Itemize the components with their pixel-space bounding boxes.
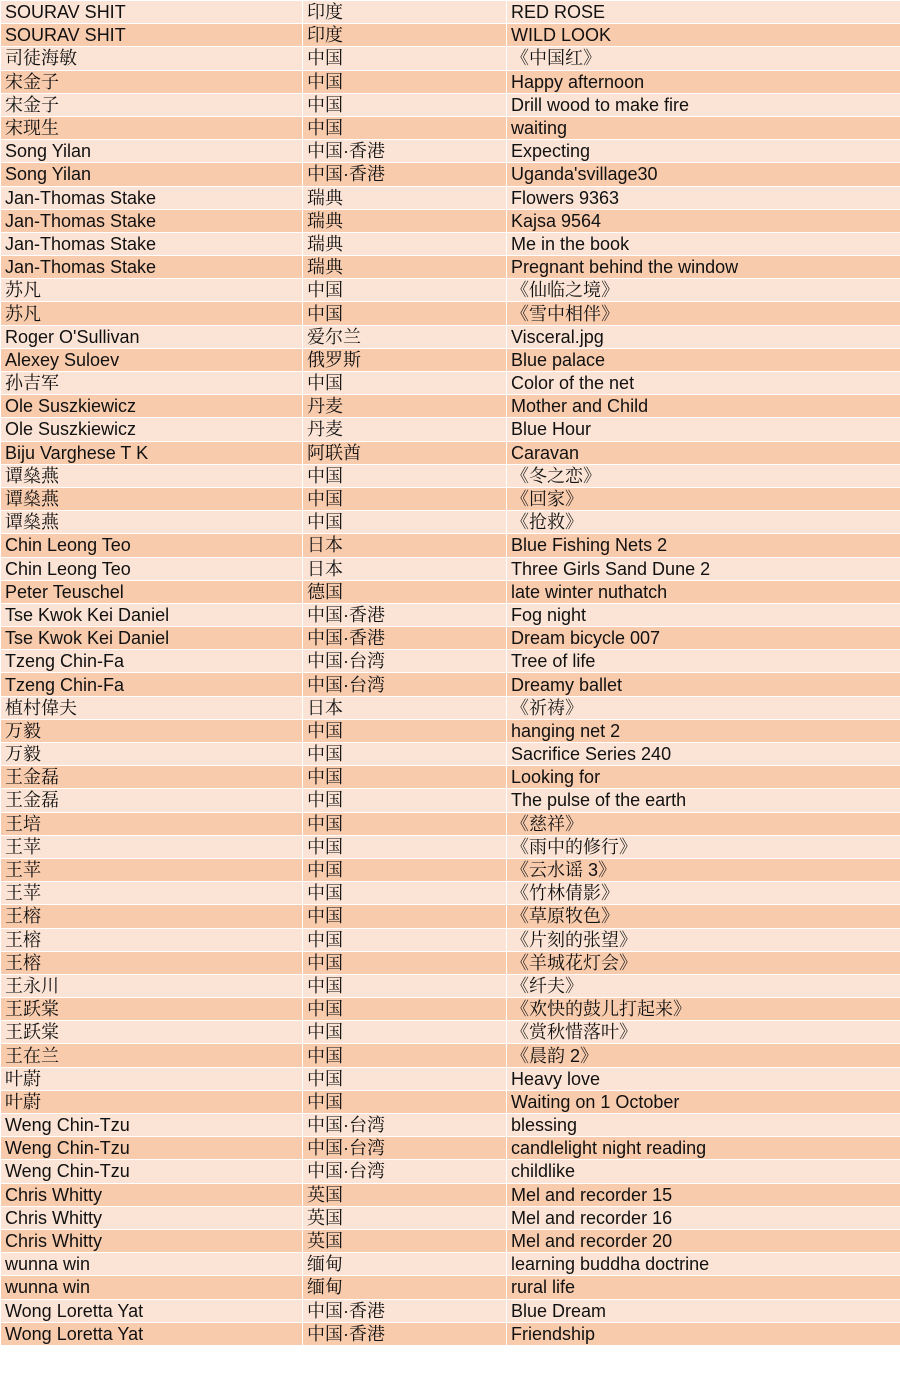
- country-cell: 德国: [303, 580, 507, 603]
- country-cell: 中国: [303, 905, 507, 928]
- author-cell: Tse Kwok Kei Daniel: [1, 627, 303, 650]
- author-cell: Chris Whitty: [1, 1183, 303, 1206]
- country-cell: 中国·香港: [303, 1299, 507, 1322]
- country-cell: 印度: [303, 24, 507, 47]
- title-cell: Dream bicycle 007: [507, 627, 900, 650]
- title-cell: Mel and recorder 16: [507, 1206, 900, 1229]
- author-cell: 王培: [1, 812, 303, 835]
- title-cell: Dreamy ballet: [507, 673, 900, 696]
- author-cell: Weng Chin-Tzu: [1, 1114, 303, 1137]
- table-row: [1, 372, 900, 395]
- table-row: [1, 70, 900, 93]
- author-cell: 万毅: [1, 743, 303, 766]
- table-row: [1, 928, 900, 951]
- author-cell: Jan-Thomas Stake: [1, 256, 303, 279]
- title-cell: 《竹林倩影》: [507, 882, 900, 905]
- country-cell: 日本: [303, 557, 507, 580]
- country-cell: 日本: [303, 534, 507, 557]
- author-cell: wunna win: [1, 1253, 303, 1276]
- country-cell: 瑞典: [303, 256, 507, 279]
- author-cell: 王跃棠: [1, 998, 303, 1021]
- title-cell: rural life: [507, 1276, 900, 1299]
- country-cell: 中国·香港: [303, 627, 507, 650]
- author-cell: 谭燊燕: [1, 464, 303, 487]
- table-row: [1, 882, 900, 905]
- author-cell: 叶蔚: [1, 1090, 303, 1113]
- country-cell: 中国: [303, 951, 507, 974]
- title-cell: candlelight night reading: [507, 1137, 900, 1160]
- country-cell: 瑞典: [303, 209, 507, 232]
- country-cell: 瑞典: [303, 232, 507, 255]
- table-row: [1, 348, 900, 371]
- author-cell: Wong Loretta Yat: [1, 1322, 303, 1345]
- title-cell: Flowers 9363: [507, 186, 900, 209]
- table-row: [1, 974, 900, 997]
- country-cell: 中国: [303, 116, 507, 139]
- table-row: [1, 279, 900, 302]
- country-cell: 中国: [303, 47, 507, 70]
- table-row: [1, 1206, 900, 1229]
- country-cell: 中国: [303, 93, 507, 116]
- author-cell: Chris Whitty: [1, 1206, 303, 1229]
- title-cell: 《冬之恋》: [507, 464, 900, 487]
- title-cell: Looking for: [507, 766, 900, 789]
- title-cell: 《纤夫》: [507, 974, 900, 997]
- author-cell: 王苹: [1, 882, 303, 905]
- table-row: [1, 719, 900, 742]
- author-cell: Weng Chin-Tzu: [1, 1137, 303, 1160]
- country-cell: 中国: [303, 302, 507, 325]
- author-cell: Chin Leong Teo: [1, 557, 303, 580]
- table-row: [1, 256, 900, 279]
- title-cell: Sacrifice Series 240: [507, 743, 900, 766]
- country-cell: 缅甸: [303, 1253, 507, 1276]
- table-row: [1, 998, 900, 1021]
- country-cell: 俄罗斯: [303, 348, 507, 371]
- author-cell: 王苹: [1, 835, 303, 858]
- author-cell: 孙吉军: [1, 372, 303, 395]
- table-row: [1, 743, 900, 766]
- author-cell: Biju Varghese T K: [1, 441, 303, 464]
- author-cell: Alexey Suloev: [1, 348, 303, 371]
- table-row: [1, 1229, 900, 1252]
- table-row: [1, 650, 900, 673]
- table-row: [1, 24, 900, 47]
- author-cell: 苏凡: [1, 302, 303, 325]
- author-cell: 谭燊燕: [1, 511, 303, 534]
- table-row: [1, 603, 900, 626]
- title-cell: Visceral.jpg: [507, 325, 900, 348]
- table-row: [1, 1044, 900, 1067]
- country-cell: 中国: [303, 70, 507, 93]
- title-cell: Heavy love: [507, 1067, 900, 1090]
- country-cell: 缅甸: [303, 1276, 507, 1299]
- table-row: [1, 627, 900, 650]
- country-cell: 丹麦: [303, 418, 507, 441]
- table-row: [1, 1160, 900, 1183]
- title-cell: blessing: [507, 1114, 900, 1137]
- author-cell: Ole Suszkiewicz: [1, 418, 303, 441]
- title-cell: Waiting on 1 October: [507, 1090, 900, 1113]
- title-cell: Expecting: [507, 140, 900, 163]
- table-row: [1, 116, 900, 139]
- country-cell: 英国: [303, 1206, 507, 1229]
- author-cell: 万毅: [1, 719, 303, 742]
- author-cell: 王永川: [1, 974, 303, 997]
- author-cell: 叶蔚: [1, 1067, 303, 1090]
- table-row: [1, 325, 900, 348]
- table-row: [1, 557, 900, 580]
- title-cell: Blue Dream: [507, 1299, 900, 1322]
- table-row: [1, 1067, 900, 1090]
- table-row: [1, 47, 900, 70]
- author-cell: Tzeng Chin-Fa: [1, 650, 303, 673]
- author-cell: Tzeng Chin-Fa: [1, 673, 303, 696]
- author-cell: Roger O'Sullivan: [1, 325, 303, 348]
- title-cell: Kajsa 9564: [507, 209, 900, 232]
- country-cell: 中国: [303, 464, 507, 487]
- country-cell: 日本: [303, 696, 507, 719]
- title-cell: 《片刻的张望》: [507, 928, 900, 951]
- author-cell: 宋金子: [1, 93, 303, 116]
- author-cell: Chris Whitty: [1, 1229, 303, 1252]
- country-cell: 阿联酋: [303, 441, 507, 464]
- country-cell: 中国: [303, 858, 507, 881]
- title-cell: Blue Fishing Nets 2: [507, 534, 900, 557]
- table-row: [1, 1137, 900, 1160]
- table-row: [1, 163, 900, 186]
- author-cell: wunna win: [1, 1276, 303, 1299]
- author-cell: 宋金子: [1, 70, 303, 93]
- author-cell: 王跃棠: [1, 1021, 303, 1044]
- title-cell: Pregnant behind the window: [507, 256, 900, 279]
- table-row: [1, 441, 900, 464]
- table-row: [1, 905, 900, 928]
- country-cell: 中国·台湾: [303, 673, 507, 696]
- table-row: [1, 673, 900, 696]
- table-row: [1, 511, 900, 534]
- author-cell: Chin Leong Teo: [1, 534, 303, 557]
- title-cell: childlike: [507, 1160, 900, 1183]
- title-cell: 《雨中的修行》: [507, 835, 900, 858]
- title-cell: late winter nuthatch: [507, 580, 900, 603]
- table-row: [1, 232, 900, 255]
- table-row: [1, 534, 900, 557]
- table-row: [1, 209, 900, 232]
- country-cell: 中国: [303, 1021, 507, 1044]
- author-cell: 王苹: [1, 858, 303, 881]
- country-cell: 中国·台湾: [303, 1114, 507, 1137]
- country-cell: 中国: [303, 789, 507, 812]
- country-cell: 英国: [303, 1229, 507, 1252]
- title-cell: Tree of life: [507, 650, 900, 673]
- table-row: [1, 1, 900, 24]
- title-cell: Happy afternoon: [507, 70, 900, 93]
- author-cell: 苏凡: [1, 279, 303, 302]
- title-cell: 《云水谣 3》: [507, 858, 900, 881]
- table-row: [1, 140, 900, 163]
- table-row: [1, 1090, 900, 1113]
- country-cell: 英国: [303, 1183, 507, 1206]
- country-cell: 中国: [303, 974, 507, 997]
- title-cell: RED ROSE: [507, 1, 900, 24]
- title-cell: hanging net 2: [507, 719, 900, 742]
- author-cell: SOURAV SHIT: [1, 24, 303, 47]
- country-cell: 印度: [303, 1, 507, 24]
- title-cell: Mother and Child: [507, 395, 900, 418]
- country-cell: 中国: [303, 998, 507, 1021]
- country-cell: 中国: [303, 928, 507, 951]
- title-cell: 《赏秋惜落叶》: [507, 1021, 900, 1044]
- title-cell: 《慈祥》: [507, 812, 900, 835]
- title-cell: 《草原牧色》: [507, 905, 900, 928]
- country-cell: 中国: [303, 279, 507, 302]
- country-cell: 中国·香港: [303, 1322, 507, 1345]
- title-cell: Mel and recorder 20: [507, 1229, 900, 1252]
- table-row: [1, 696, 900, 719]
- table-row: [1, 835, 900, 858]
- title-cell: The pulse of the earth: [507, 789, 900, 812]
- title-cell: waiting: [507, 116, 900, 139]
- country-cell: 中国: [303, 882, 507, 905]
- country-cell: 中国·台湾: [303, 1160, 507, 1183]
- country-cell: 丹麦: [303, 395, 507, 418]
- country-cell: 中国: [303, 1067, 507, 1090]
- table-row: [1, 487, 900, 510]
- title-cell: Fog night: [507, 603, 900, 626]
- country-cell: 中国·香港: [303, 140, 507, 163]
- title-cell: Friendship: [507, 1322, 900, 1345]
- table-row: [1, 1183, 900, 1206]
- country-cell: 爱尔兰: [303, 325, 507, 348]
- table-row: [1, 302, 900, 325]
- country-cell: 中国·台湾: [303, 1137, 507, 1160]
- table-row: [1, 1253, 900, 1276]
- table-row: [1, 789, 900, 812]
- country-cell: 中国: [303, 835, 507, 858]
- table-row: [1, 1322, 900, 1345]
- table-row: [1, 812, 900, 835]
- table-row: [1, 1299, 900, 1322]
- table-row: [1, 1114, 900, 1137]
- author-cell: Jan-Thomas Stake: [1, 186, 303, 209]
- author-cell: Ole Suszkiewicz: [1, 395, 303, 418]
- title-cell: 《祈祷》: [507, 696, 900, 719]
- country-cell: 中国: [303, 1090, 507, 1113]
- title-cell: 《中国红》: [507, 47, 900, 70]
- title-cell: 《雪中相伴》: [507, 302, 900, 325]
- title-cell: 《抢救》: [507, 511, 900, 534]
- author-cell: 王金磊: [1, 789, 303, 812]
- author-cell: 宋现生: [1, 116, 303, 139]
- author-cell: Peter Teuschel: [1, 580, 303, 603]
- author-cell: 王榕: [1, 905, 303, 928]
- author-cell: 司徒海敏: [1, 47, 303, 70]
- country-cell: 中国: [303, 743, 507, 766]
- title-cell: 《欢快的鼓儿打起来》: [507, 998, 900, 1021]
- table-row: [1, 395, 900, 418]
- country-cell: 中国: [303, 511, 507, 534]
- country-cell: 中国: [303, 719, 507, 742]
- author-cell: 王榕: [1, 928, 303, 951]
- country-cell: 中国·香港: [303, 163, 507, 186]
- title-cell: Uganda'svillage30: [507, 163, 900, 186]
- table-row: [1, 464, 900, 487]
- author-cell: Wong Loretta Yat: [1, 1299, 303, 1322]
- title-cell: Three Girls Sand Dune 2: [507, 557, 900, 580]
- country-cell: 中国: [303, 1044, 507, 1067]
- country-cell: 中国·台湾: [303, 650, 507, 673]
- table-row: [1, 1021, 900, 1044]
- author-cell: Jan-Thomas Stake: [1, 232, 303, 255]
- title-cell: Drill wood to make fire: [507, 93, 900, 116]
- table-row: [1, 580, 900, 603]
- title-cell: Blue palace: [507, 348, 900, 371]
- country-cell: 中国: [303, 812, 507, 835]
- table-row: [1, 951, 900, 974]
- title-cell: Me in the book: [507, 232, 900, 255]
- title-cell: learning buddha doctrine: [507, 1253, 900, 1276]
- table-row: [1, 418, 900, 441]
- author-cell: Song Yilan: [1, 163, 303, 186]
- author-cell: SOURAV SHIT: [1, 1, 303, 24]
- author-cell: Jan-Thomas Stake: [1, 209, 303, 232]
- author-cell: Weng Chin-Tzu: [1, 1160, 303, 1183]
- title-cell: 《回家》: [507, 487, 900, 510]
- author-cell: 王金磊: [1, 766, 303, 789]
- title-cell: 《仙临之境》: [507, 279, 900, 302]
- author-cell: 王在兰: [1, 1044, 303, 1067]
- title-cell: Caravan: [507, 441, 900, 464]
- author-cell: Song Yilan: [1, 140, 303, 163]
- table-row: [1, 93, 900, 116]
- table-row: [1, 858, 900, 881]
- country-cell: 中国: [303, 487, 507, 510]
- title-cell: Color of the net: [507, 372, 900, 395]
- title-cell: WILD LOOK: [507, 24, 900, 47]
- title-cell: 《羊城花灯会》: [507, 951, 900, 974]
- author-cell: Tse Kwok Kei Daniel: [1, 603, 303, 626]
- title-cell: Blue Hour: [507, 418, 900, 441]
- author-cell: 王榕: [1, 951, 303, 974]
- country-cell: 中国: [303, 766, 507, 789]
- table-row: [1, 766, 900, 789]
- country-cell: 中国: [303, 372, 507, 395]
- entries-table-body: [1, 1, 900, 1346]
- country-cell: 瑞典: [303, 186, 507, 209]
- author-cell: 谭燊燕: [1, 487, 303, 510]
- title-cell: 《晨韵 2》: [507, 1044, 900, 1067]
- country-cell: 中国·香港: [303, 603, 507, 626]
- author-cell: 植村偉夫: [1, 696, 303, 719]
- title-cell: Mel and recorder 15: [507, 1183, 900, 1206]
- table-row: [1, 1276, 900, 1299]
- table-row: [1, 186, 900, 209]
